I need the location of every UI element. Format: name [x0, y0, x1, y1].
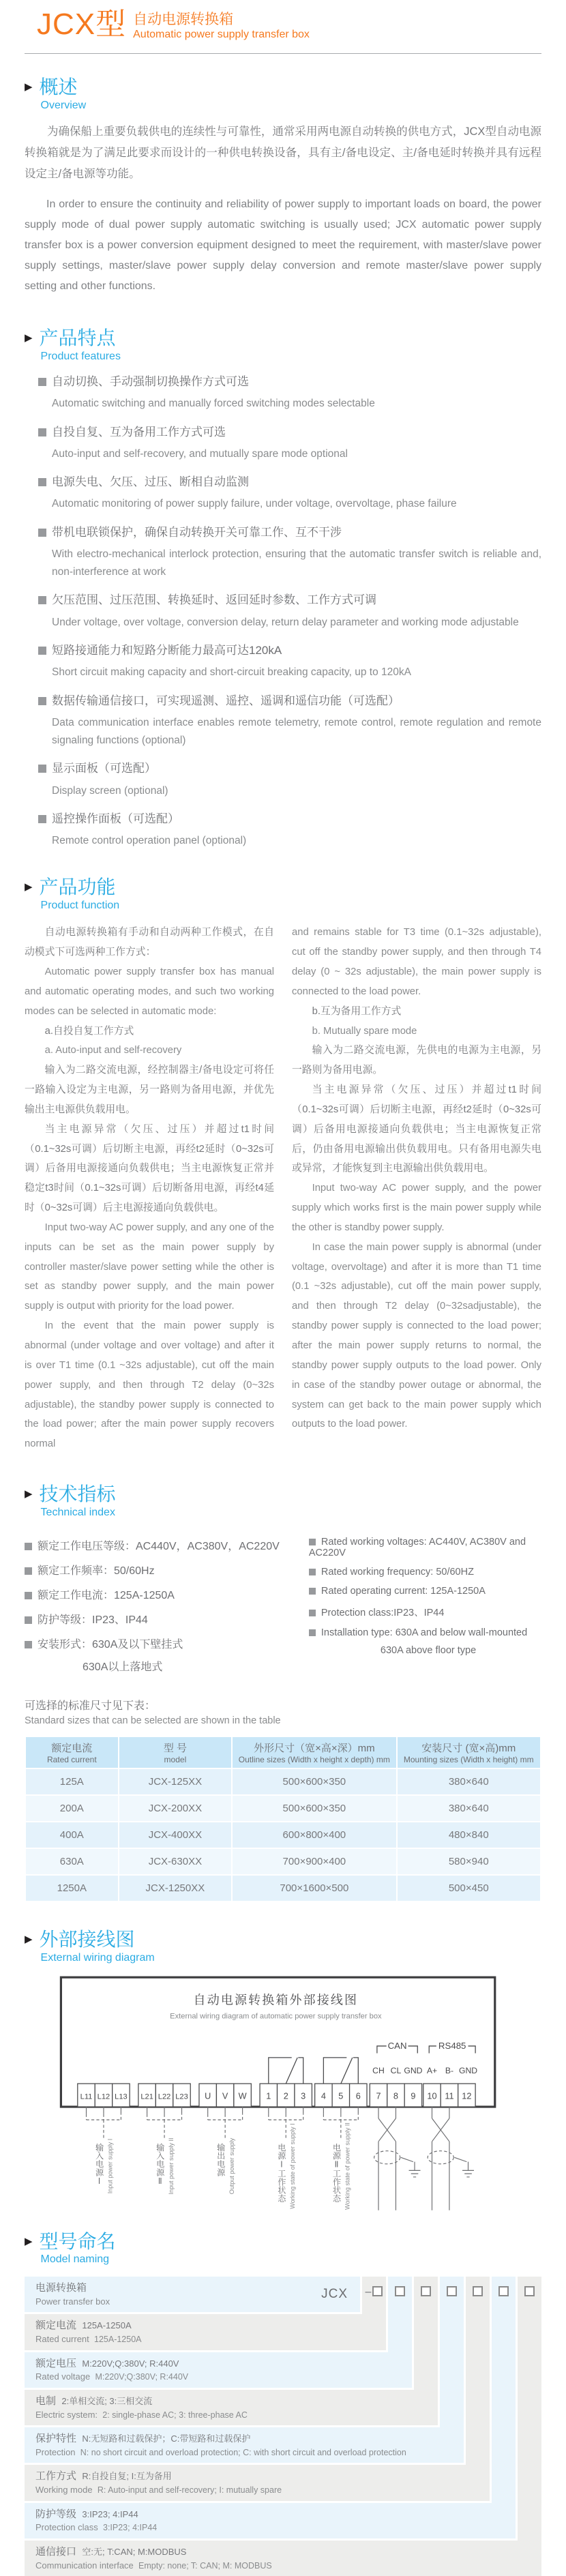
naming-detail-en: Empty: none; T: CAN; M: MODBUS — [138, 2560, 272, 2571]
section-wiring — [25, 1929, 541, 2214]
bus-pin-labels — [372, 2066, 477, 2075]
bullet-square-icon — [38, 529, 46, 537]
feature-item — [38, 372, 541, 413]
feature-item — [38, 473, 541, 514]
group-label-cn: 电源Ⅰ工作状态 — [276, 2142, 286, 2202]
naming-label-cn: 额定电流 — [35, 2320, 77, 2332]
terminal-strip — [78, 2084, 475, 2107]
feature-text-cn: 数据传输通信接口，可实现遥测、遥控、遥调和遥信功能（可选配） — [52, 694, 400, 707]
group-label-cn: 输入电源Ⅱ — [155, 2142, 165, 2186]
wiring-heading-en: External wiring diagram — [40, 1951, 155, 1964]
naming-row-label — [25, 2427, 464, 2465]
naming-label-en: Rated current — [35, 2334, 89, 2345]
group-label-en: Working state of power supply II — [344, 2122, 351, 2210]
tech-item: 安装形式：630A及以下壁挂式 — [38, 1638, 183, 1650]
naming-detail-en: R: Auto-input and self-recovery; I: mutually spare — [97, 2485, 282, 2496]
feature-text-cn: 显示面板（可选配） — [52, 762, 156, 775]
table-row — [26, 1876, 540, 1901]
tech-heading-en: Technical index — [40, 1506, 115, 1518]
function-paragraph: a. Auto-input and self-recovery — [44, 1045, 182, 1056]
section-arrow-icon: ▶ — [25, 1488, 33, 1500]
bullet-square-icon — [38, 697, 46, 705]
function-paragraph: 输入为二路交流电源，经控制器主/备电设定可将任一路输入设定为主电源，另一路则为备用电源，并优先输出主电源供负载用电。 — [25, 1065, 274, 1115]
naming-label-cn: 电制 — [35, 2395, 57, 2407]
bullet-square-icon — [25, 1641, 32, 1648]
col-header-cn: 外形尺寸（宽×高×深）mm — [254, 1742, 375, 1754]
changeover-contact-1 — [269, 2058, 303, 2084]
col-header-en: Outline sizes (Width x height x depth) mm — [238, 1754, 390, 1764]
page-header — [25, 10, 541, 42]
feature-text-en: Automatic switching and manually forced switching modes selectable — [52, 398, 375, 410]
naming-row-label — [25, 2277, 360, 2314]
section-arrow-icon: ▶ — [25, 332, 33, 344]
col-header-en: Mounting sizes (Width x height) mm — [403, 1754, 534, 1764]
bullet-square-icon — [25, 1567, 32, 1575]
digit-box-icon — [498, 2286, 509, 2296]
cell-mounting-size: 500×450 — [398, 1876, 540, 1901]
naming-heading-cn: 型号命名 — [39, 2230, 116, 2252]
bullet-square-icon — [38, 647, 46, 655]
naming-row-label — [25, 2541, 541, 2576]
feature-text-cn: 带机电联锁保护，确保自动转换开关可靠工作、互不干涉 — [52, 525, 342, 539]
tech-item-sub: 630A above floor type — [380, 1644, 477, 1656]
tech-item: Rated working frequency: 50/60HZ — [321, 1566, 474, 1578]
terminal-label: 8 — [393, 2090, 398, 2101]
tech-item: 额定工作频率：50/60Hz — [38, 1565, 155, 1577]
function-paragraph: a.自投自复工作方式 — [44, 1025, 134, 1037]
terminal-label: U — [205, 2090, 211, 2101]
section-arrow-icon: ▶ — [25, 80, 33, 93]
function-col-left — [25, 923, 274, 1454]
features-list — [38, 372, 541, 850]
digit-slot-6 — [490, 2277, 516, 2314]
naming-label-cn: 保护特性 — [35, 2433, 77, 2445]
pin-cl: CL — [390, 2065, 402, 2075]
section-overview — [25, 77, 541, 297]
naming-label-cn: 电源转换箱 — [35, 2282, 87, 2294]
group-label-en: Input power supply II — [167, 2137, 175, 2195]
bullet-square-icon — [38, 596, 46, 604]
bullet-square-icon — [25, 1592, 32, 1599]
digit-box-icon — [524, 2286, 535, 2296]
wiring-heading-cn: 外部接线图 — [39, 1928, 135, 1950]
title-en: Automatic power supply transfer box — [133, 29, 310, 41]
cell-model: JCX-1250XX — [119, 1876, 232, 1901]
tech-item: 额定工作电流：125A-1250A — [38, 1589, 175, 1601]
cell-mounting-size: 380×640 — [398, 1796, 540, 1821]
table-row — [26, 1796, 540, 1821]
group-brackets — [87, 2107, 359, 2139]
table-row — [26, 1769, 540, 1794]
feature-text-en: Automatic monitoring of power supply failure, under voltage, overvoltage, phase failure — [52, 498, 457, 510]
section-function — [25, 877, 541, 1454]
terminal-label: L21 — [140, 2092, 153, 2101]
naming-label-cn: 额定电压 — [35, 2357, 77, 2369]
naming-detail-cn: N:无短路和过载保护；C:带短路和过载保护 — [82, 2433, 251, 2444]
terminal-label: L12 — [97, 2092, 110, 2101]
bullet-square-icon — [25, 1616, 32, 1624]
tech-col-cn — [25, 1528, 309, 1674]
function-paragraph: In the event that the main power supply is abnormal (under voltage and over voltage) and after it is over T1 time (0.1 ~32s adjustable), cut off the main power supply, and then through T2 delay (0~32s adjustable), the standby power supply is connected to the load power; after the main power supply recovers normal — [25, 1320, 274, 1450]
pin-a-plus: A+ — [426, 2065, 438, 2075]
feature-text-en: Remote control operation panel (optional) — [52, 835, 247, 847]
feature-item — [38, 810, 541, 850]
feature-item — [38, 423, 541, 464]
naming-detail-en: 2: single-phase AC; 3: three-phase AC — [102, 2410, 248, 2420]
bullet-square-icon — [309, 1629, 316, 1636]
tech-item: 额定工作电压等级：AC440V，AC380V，AC220V — [38, 1540, 280, 1552]
digit-slot-3 — [412, 2277, 438, 2314]
terminal-label: 10 — [427, 2090, 437, 2101]
cell-model: JCX-630XX — [119, 1849, 232, 1874]
tech-item: Rated working voltages: AC440V, AC380V and AC220V — [308, 1536, 526, 1558]
naming-detail-cn: 空:无; T:CAN; M:MODBUS — [82, 2546, 187, 2557]
col-header-cn: 型 号 — [163, 1742, 187, 1754]
digit-box-icon — [473, 2286, 483, 2296]
terminal-label: 12 — [462, 2090, 472, 2101]
function-paragraph: 自动电源转换箱有手动和自动两种工作模式，在自动模式下可选两种工作方式： — [25, 927, 274, 958]
model-prefix: JCX — [321, 2287, 348, 2302]
cell-rated-current: 1250A — [26, 1876, 118, 1901]
feature-item — [38, 692, 541, 750]
feature-text-en: Display screen (optional) — [52, 784, 168, 797]
pin-ch: CH — [372, 2065, 385, 2075]
feature-text-cn: 欠压范围、过压范围、转换延时、返回延时参数、工作方式可调 — [52, 593, 376, 607]
terminal-label: 2 — [283, 2090, 288, 2101]
digit-box-icon — [421, 2286, 431, 2296]
can-label: CAN — [387, 2040, 407, 2051]
bullet-square-icon — [309, 1588, 316, 1595]
naming-detail-en: 125A-1250A — [94, 2335, 142, 2345]
naming-detail-cn: 3:IP23; 4:IP44 — [82, 2508, 138, 2519]
pin-b-minus: B- — [445, 2065, 454, 2075]
group-label-cn: 输出电源 — [215, 2142, 226, 2176]
function-heading-en: Product function — [40, 900, 120, 912]
function-paragraph: Input two-way AC power supply, and any one of the inputs can be set as the main power supply by controller master/slave power setting while the other is set as standby power supply, and the main power supply is output with priority for the load power. — [25, 1222, 274, 1312]
overview-paragraph-en: In order to ensure the continuity and reliability of power supply to important loads on board, the power supply mode of dual power supply automatic switching is usually used; JCX automatic power supply transfer box is a power conversion equipment designed to meet the requirement, with master/slave power supply settings, master/slave power supply delay conversion and remote master/slave power supply setting and other functions. — [25, 198, 541, 293]
table-note-en: Standard sizes that can be selected are shown in the table — [25, 1715, 281, 1726]
naming-label-cn: 防护等级 — [35, 2508, 77, 2520]
naming-label-cn: 通信接口 — [35, 2545, 77, 2558]
naming-row-label — [25, 2352, 412, 2390]
naming-row-label — [25, 2503, 516, 2541]
naming-detail-en: 3:IP23; 4:IP44 — [103, 2523, 158, 2533]
table-header-row — [26, 1737, 540, 1768]
cell-model: JCX-125XX — [119, 1769, 232, 1794]
bullet-square-icon — [309, 1610, 316, 1616]
naming-label-en: Rated voltage — [35, 2371, 91, 2382]
pin-gnd: GND — [404, 2065, 423, 2075]
table-note-cn: 可选择的标准尺寸见下表： — [25, 1700, 156, 1712]
overview-heading-cn: 概述 — [39, 76, 78, 98]
terminal-label: V — [222, 2090, 228, 2101]
function-paragraph: 当主电源异常（欠压、过压）并超过t1时间（0.1~32s可调）后切断主电源，再经t2延时（0~32s可调）后备用电源接通向负载供电；当主电源恢复正常并稳定t3时间（0.1~32s可调）后切断备用电源，再经t4延时（0~32s可调）后主电源接通向负载供电。 — [25, 1123, 274, 1214]
digit-box-icon — [372, 2286, 383, 2296]
section-features — [25, 328, 541, 850]
cell-rated-current: 200A — [26, 1796, 118, 1821]
digit-box-icon — [447, 2286, 457, 2296]
digit-slot-1: – — [360, 2277, 386, 2314]
twisted-pair-rs485 — [428, 2107, 474, 2210]
terminal-label: 9 — [411, 2090, 416, 2101]
naming-detail-cn: 2:单相交流; 3:三相交流 — [61, 2395, 153, 2406]
terminal-label: 3 — [301, 2090, 306, 2101]
diagram-title-en: External wiring diagram of automatic power supply transfer box — [170, 2012, 382, 2021]
feature-text-cn: 短路接通能力和短路分断能力最高可达120kA — [52, 644, 282, 657]
naming-label-en: Protection class — [35, 2522, 98, 2533]
feature-item — [38, 641, 541, 682]
header-divider — [25, 53, 541, 54]
naming-row-label — [25, 2465, 490, 2502]
tech-item: Rated operating current: 125A-1250A — [321, 1585, 486, 1597]
cell-mounting-size: 480×840 — [398, 1822, 540, 1848]
function-columns — [25, 923, 541, 1454]
title-cn: 自动电源转换箱 — [133, 12, 234, 27]
function-paragraph: b. Mutually spare mode — [312, 1025, 417, 1037]
feature-item — [38, 759, 541, 800]
function-col-right — [292, 923, 541, 1454]
bullet-square-icon — [38, 815, 46, 823]
feature-text-en: Short circuit making capacity and short-circuit breaking capacity, up to 120kA — [52, 666, 411, 679]
cell-mounting-size: 380×640 — [398, 1769, 540, 1794]
bullet-square-icon — [25, 1543, 32, 1550]
standard-sizes-table — [25, 1736, 541, 1902]
bullet-square-icon — [38, 765, 46, 773]
rs485-label: RS485 — [438, 2040, 466, 2051]
terminal-label: L13 — [115, 2092, 128, 2101]
terminal-label: 11 — [445, 2090, 454, 2101]
bullet-square-icon — [309, 1539, 316, 1545]
diagram-title-cn: 自动电源转换箱外部接线图 — [193, 1993, 359, 2007]
function-paragraph: Automatic power supply transfer box has manual and automatic operating modes, and such two working modes can be selected in automatic mode: — [25, 966, 274, 1017]
naming-row-label — [25, 2314, 386, 2352]
tech-item: 防护等级：IP23、IP44 — [38, 1614, 148, 1626]
features-heading-cn: 产品特点 — [39, 327, 116, 349]
overview-paragraph-cn: 为确保船上重要负载供电的连续性与可靠性，通常采用两电源自动转换的供电方式，JCX型自动电源转换箱就是为了满足此要求而设计的一种供电转换设备，具有主/备电设定、主/备电延时转换并具有远程设定主/备电源等功能。 — [25, 125, 541, 180]
table-row — [26, 1849, 540, 1874]
naming-detail-cn: M:220V;Q:380V; R:440V — [82, 2358, 179, 2369]
bullet-square-icon — [38, 478, 46, 486]
naming-label-en: Electric system: — [35, 2409, 98, 2420]
function-heading-cn: 产品功能 — [39, 876, 116, 898]
cell-rated-current: 400A — [26, 1822, 118, 1848]
cell-outline-size: 500×600×350 — [233, 1796, 396, 1821]
wiring-diagram — [58, 1975, 508, 2214]
function-paragraph: In case the main power supply is abnormal (under voltage, overvoltage) and after it is more than T1 time (0.1 ~32s adjustable), cut off the main power supply, and then through T2 delay (0~32sadjustable), the standby power supply is connected to the load power; after the main power supply returns to normal, the standby power supply outputs to the load power. Only in case of the standby power outage or abnormal, the system can get back to the main power supply which outputs to the load power. — [292, 1241, 541, 1430]
group-labels — [95, 2122, 351, 2210]
bullet-square-icon — [38, 428, 46, 436]
cell-outline-size: 700×1600×500 — [233, 1876, 396, 1901]
naming-label-cn: 工作方式 — [35, 2470, 77, 2483]
group-label-en: Working state of power supply I — [288, 2122, 296, 2209]
cell-mounting-size: 580×940 — [398, 1849, 540, 1874]
section-arrow-icon: ▶ — [25, 881, 33, 893]
feature-text-en: With electro-mechanical interlock protection, ensuring that the automatic transfer switch is reliable and, non-interference at work — [52, 548, 541, 578]
bullet-square-icon — [309, 1569, 316, 1575]
function-paragraph: 当主电源异常（欠压、过压）并超过t1时间（0.1~32s可调）后切断主电源，再经t2延时（0~32s可调）后备用电源接通向负载供电；当主电源恢复正常后，仍由备用电源输出供负载用电。只有备用电源失电或异常，才能恢复到主电源输出供负载用电。 — [292, 1084, 541, 1174]
feature-text-en: Under voltage, over voltage, conversion delay, return delay parameter and working mode adjustable — [52, 616, 519, 628]
feature-text-cn: 电源失电、欠压、过压、断相自动监测 — [52, 475, 249, 489]
naming-detail-cn: R:自投自复; I:互为备用 — [82, 2471, 172, 2482]
section-tech — [25, 1484, 541, 1902]
terminal-label: 4 — [321, 2090, 326, 2101]
terminal-label: 5 — [338, 2090, 344, 2101]
section-arrow-icon: ▶ — [25, 2235, 33, 2247]
function-paragraph: 输入为二路交流电源，先供电的电源为主电源，另一路则为备用电源。 — [292, 1045, 541, 1076]
cell-model: JCX-400XX — [119, 1822, 232, 1848]
model-naming-diagram — [25, 2277, 541, 2576]
feature-text-en: Data communication interface enables remote telemetry, remote control, remote regulation and remote signaling functions (optional) — [52, 716, 541, 747]
col-header-en: Rated current — [46, 1754, 97, 1764]
function-paragraph: and remains stable for T3 time (0.1~32s adjustable), cut off the standby power supply, and then through T4 delay (0 ~ 32s adjustable), the main power supply is connected to the load power. — [292, 927, 541, 997]
digit-slot-2 — [386, 2277, 412, 2314]
tech-item: Installation type: 630A and below wall-mounted — [321, 1627, 528, 1638]
group-label-en: Input power supply I — [106, 2138, 114, 2193]
features-heading-en: Product features — [40, 351, 121, 363]
section-naming — [25, 2232, 541, 2576]
feature-item — [38, 591, 541, 632]
function-paragraph: Input two-way AC power supply, and the power supply which works first is the main power supply while the other is standby power supply. — [292, 1183, 541, 1233]
bullet-square-icon — [38, 378, 46, 386]
terminal-label: W — [238, 2090, 247, 2101]
naming-label-en: Working mode — [35, 2485, 93, 2496]
feature-item — [38, 523, 541, 582]
terminal-label: 7 — [376, 2090, 381, 2101]
naming-heading-en: Model naming — [40, 2253, 110, 2266]
naming-detail-en: M:220V;Q:380V; R:440V — [95, 2372, 189, 2382]
cell-outline-size: 500×600×350 — [233, 1769, 396, 1794]
digit-slot-4 — [438, 2277, 464, 2314]
cell-model: JCX-200XX — [119, 1796, 232, 1821]
tech-item: Protection class:IP23、IP44 — [321, 1607, 445, 1618]
terminal-label: L22 — [158, 2092, 171, 2101]
feature-text-en: Auto-input and self-recovery, and mutually spare mode optional — [52, 447, 348, 460]
overview-heading-en: Overview — [40, 99, 87, 111]
group-label-cn: 输入电源Ⅰ — [94, 2142, 104, 2186]
naming-row-label — [25, 2390, 438, 2427]
section-arrow-icon: ▶ — [25, 1933, 33, 1945]
terminal-label: 1 — [266, 2090, 271, 2101]
cell-rated-current: 125A — [26, 1769, 118, 1794]
naming-label-en: Protection — [35, 2446, 76, 2457]
terminal-label: L23 — [175, 2092, 188, 2101]
feature-text-cn: 自投自复、互为备用工作方式可选 — [52, 425, 226, 439]
twisted-pair-can — [374, 2107, 421, 2210]
tech-columns — [25, 1528, 541, 1674]
cell-outline-size: 700×900×400 — [233, 1849, 396, 1874]
group-label-en: Output power supply — [228, 2137, 235, 2194]
table-row — [26, 1822, 540, 1848]
group-label-cn: 电源Ⅱ工作状态 — [331, 2142, 342, 2202]
digit-box-icon — [395, 2286, 405, 2296]
changeover-contact-2 — [323, 2058, 358, 2084]
terminal-label: L11 — [80, 2092, 93, 2101]
naming-detail-en: N: no short circuit and overload protection; C: with short circuit and overload protection — [80, 2447, 406, 2457]
terminal-label: 6 — [355, 2090, 361, 2101]
feature-text-cn: 遥控操作面板（可选配） — [52, 812, 179, 825]
cell-outline-size: 600×800×400 — [233, 1822, 396, 1848]
digit-slot-5 — [464, 2277, 490, 2314]
naming-label-en: Communication interface — [35, 2560, 134, 2571]
naming-label-en: Power transfer box — [35, 2296, 110, 2307]
tech-col-en — [309, 1528, 541, 1674]
col-header-en: model — [164, 1754, 187, 1764]
digit-slot-7 — [516, 2277, 541, 2314]
naming-detail-cn: 125A-1250A — [82, 2320, 132, 2331]
cell-rated-current: 630A — [26, 1849, 118, 1874]
function-paragraph: b.互为备用工作方式 — [312, 1005, 402, 1017]
tech-heading-cn: 技术指标 — [39, 1483, 116, 1505]
model-title: JCX型 — [37, 8, 127, 41]
col-header-cn: 安装尺寸 (宽×高)mm — [421, 1742, 516, 1754]
pin-gnd: GND — [458, 2065, 478, 2075]
feature-text-cn: 自动切换、手动强制切换操作方式可选 — [52, 375, 249, 389]
tech-item-sub: 630A以上落地式 — [83, 1661, 163, 1673]
col-header-cn: 额定电流 — [51, 1742, 93, 1754]
